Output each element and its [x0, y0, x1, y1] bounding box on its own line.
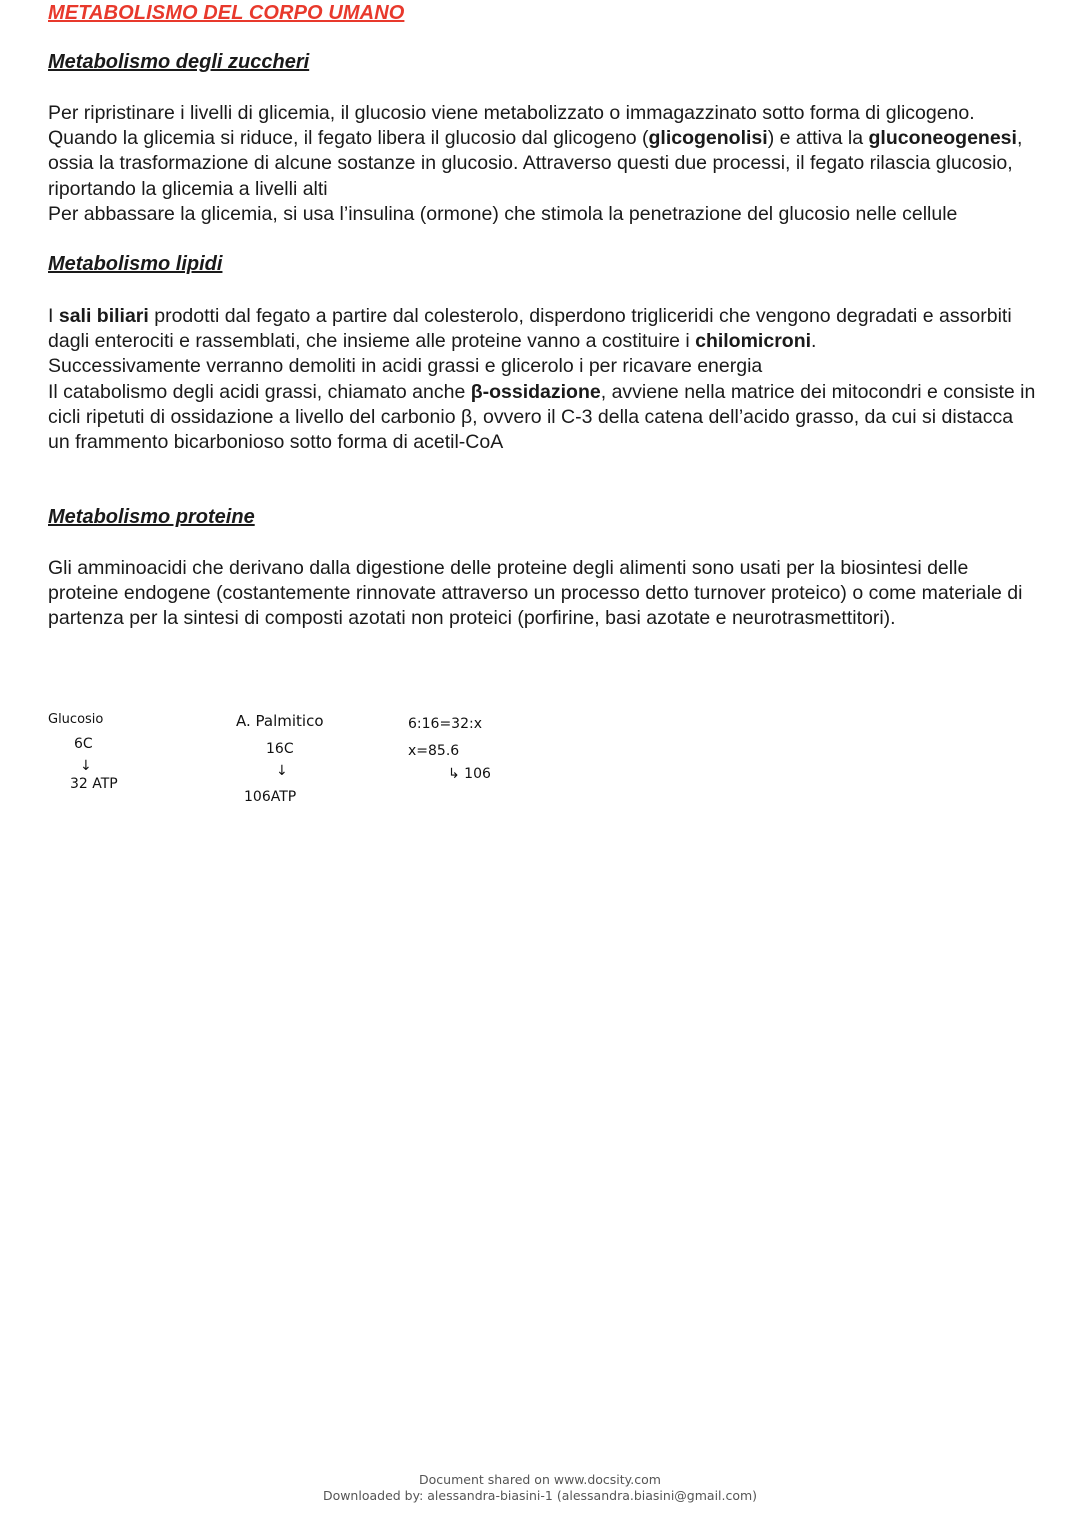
paragraph: Per abbassare la glicemia, si usa l’insulina (ormone) che stimola la penetrazione del glucosio nelle cellule [48, 202, 958, 225]
arrow-down-icon: ↓ [276, 763, 288, 779]
footer-shared: Document shared on www.docsity.com [419, 1472, 661, 1487]
section-body-zuccheri [48, 101, 1038, 227]
footer-downloaded: Downloaded by: alessandra-biasini-1 (alessandra.biasini@gmail.com) [322, 1488, 758, 1503]
note-calc-line: 6:16=32:x [408, 716, 482, 732]
note-atp: 32 ATP [70, 776, 118, 792]
note-label: Glucosio [48, 712, 104, 727]
paragraph: Il catabolismo degli acidi grassi, chiamato anche β-ossidazione, avviene nella matrice dei mitocondri e consiste in cicli ripetuti di ossidazione a livello del carbonio β, ovvero il C-3 della catena dell’acido grasso, da cui si distacca un frammento bicarbonioso sotto forma di acetil-CoA [48, 380, 1036, 454]
note-carbons: 6C [74, 736, 93, 752]
paragraph: Gli amminoacidi che derivano dalla digestione delle proteine degli alimenti sono usati per la biosintesi delle proteine endogene (costantemente rinnovate attraverso un processo detto turnover proteico) o come materiale di partenza per la sintesi di composti azotati non proteici (porfirine, basi azotate e neurotrasmettitori). [48, 557, 1023, 630]
page-title: METABOLISMO DEL CORPO UMANO [48, 2, 405, 24]
section-heading-zuccheri: Metabolismo degli zuccheri [48, 51, 310, 73]
section-body-lipidi [48, 304, 1038, 455]
footer [0, 1472, 1080, 1504]
note-atp: 106ATP [244, 789, 297, 805]
section-heading-proteine: Metabolismo proteine [48, 506, 255, 528]
note-calc-line: ↳ 106 [448, 766, 491, 782]
paragraph: I sali biliari prodotti dal fegato a partire dal colesterolo, disperdono trigliceridi che vengono degradati e assorbiti dagli enterociti e rassemblati, che insieme alle proteine vanno a costituire i chilomicroni. [48, 305, 1012, 353]
paragraph: Per ripristinare i livelli di glicemia, il glucosio viene metabolizzato o immagazzinato sotto forma di glicogeno. Quando la glicemia si riduce, il fegato libera il glucosio dal glicogeno (glicogenolisi) e attiva la gluconeogenesi, ossia la trasformazione di alcune sostanze in glucosio. Attraverso questi due processi, il fegato rilascia glucosio, riportando la glicemia a livelli alti [48, 102, 1023, 200]
note-calc-line: x=85.6 [408, 743, 460, 759]
note-carbons: 16C [266, 741, 294, 757]
paragraph: Successivamente verranno demoliti in acidi grassi e glicerolo i per ricavare energia [48, 355, 763, 378]
arrow-down-icon: ↓ [80, 758, 92, 774]
note-label: A. Palmitico [236, 712, 324, 730]
section-heading-lipidi: Metabolismo lipidi [48, 253, 223, 275]
section-body-proteine [48, 556, 1038, 632]
